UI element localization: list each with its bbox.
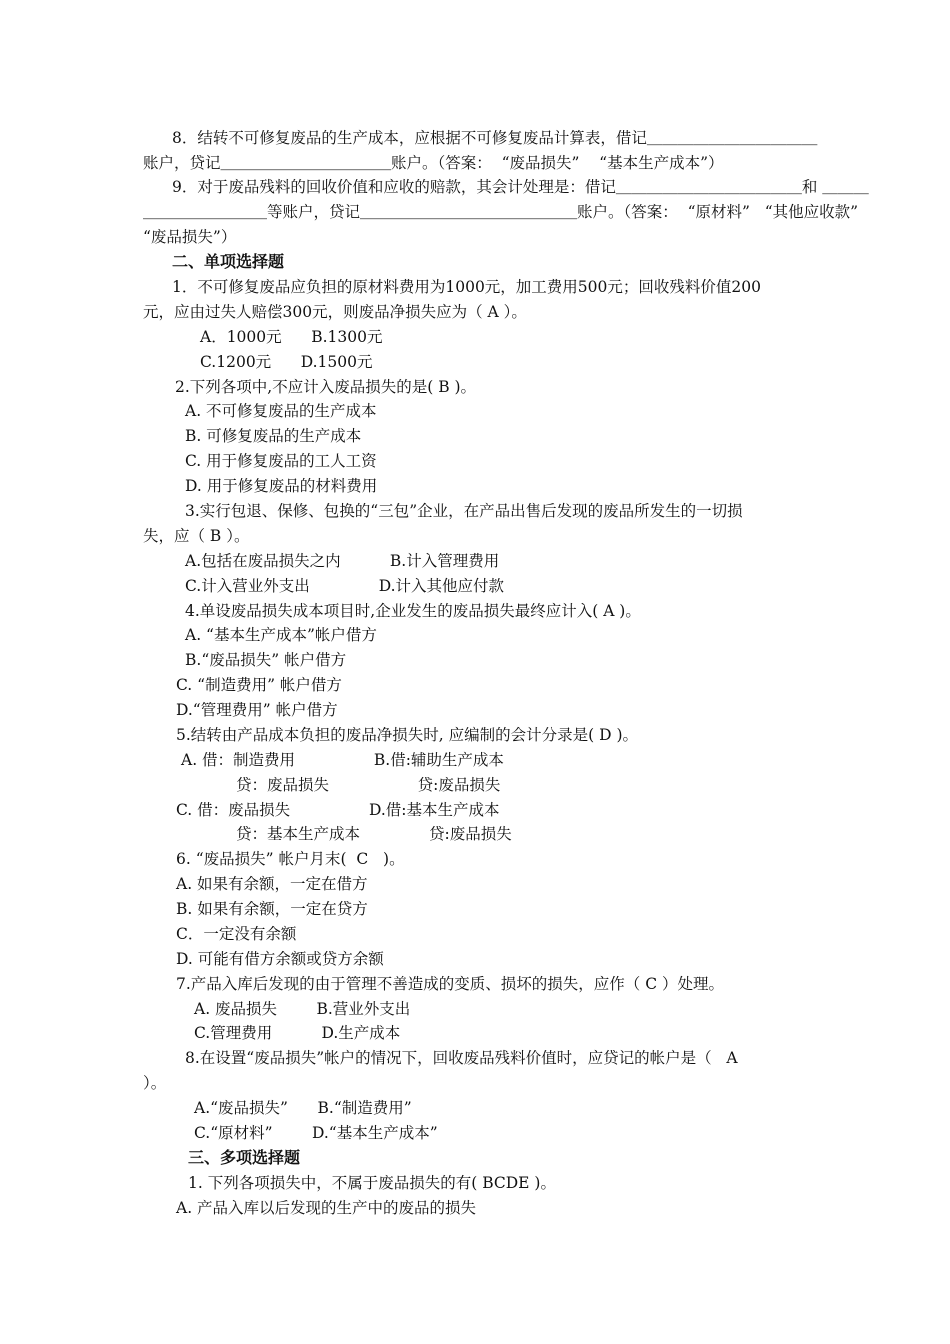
single-q7-options-ab: A. 废品损失 B.营业外支出 (194, 1000, 411, 1018)
multi-q1-option-a: A. 产品入库以后发现的生产中的废品的损失 (176, 1199, 477, 1217)
single-q4-option-d: D.“管理费用” 帐户借方 (176, 701, 338, 719)
single-q7-stem: 7.产品入库后发现的由于管理不善造成的变质、损坏的损失，应作（ C ）处理。 (176, 975, 725, 993)
single-q3-options-cd: C.计入营业外支出 D.计入其他应付款 (185, 577, 505, 595)
single-q2-stem: 2.下列各项中,不应计入废品损失的是( B )。 (175, 378, 477, 396)
single-q1-options-ab: A．1000元 B.1300元 (200, 328, 383, 346)
single-q1-options-cd: C.1200元 D.1500元 (200, 353, 373, 371)
single-q3-line2: 失，应（ B ）。 (143, 527, 250, 545)
single-q5-entries-ab-debit: A. 借：制造费用 B.借:辅助生产成本 (181, 751, 504, 769)
multi-q1-stem: 1. 下列各项损失中，不属于废品损失的有( BCDE )。 (188, 1174, 556, 1192)
single-q2-option-d: D. 用于修复废品的材料费用 (185, 477, 378, 495)
single-q2-option-b: B. 可修复废品的生产成本 (185, 427, 362, 445)
single-q7-options-cd: C.管理费用 D.生产成本 (194, 1024, 401, 1042)
single-q2-option-a: A. 不可修复废品的生产成本 (185, 402, 377, 420)
single-q6-option-d: D. 可能有借方余额或贷方余额 (176, 950, 384, 968)
single-q4-option-c: C. “制造费用” 帐户借方 (176, 676, 342, 694)
single-q3-line1: 3.实行包退、保修、包换的“三包”企业，在产品出售后发现的废品所发生的一切损 (185, 502, 743, 520)
single-q5-entries-cd-debit: C. 借：废品损失 D.借:基本生产成本 (176, 801, 500, 819)
single-q5-stem: 5.结转由产品成本负担的废品净损失时, 应编制的会计分录是( D )。 (176, 726, 639, 744)
single-q4-option-b: B.“废品损失” 帐户借方 (185, 651, 347, 669)
single-q8-options-cd: C.“原材料” D.“基本生产成本” (194, 1124, 438, 1142)
fill-blank-q9-line1: 9．对于废品残料的回收价值和应收的赔款，其会计处理是：借记＿＿＿＿＿＿＿＿＿＿＿＿和 ＿＿＿ (172, 178, 869, 196)
single-q8-line1: 8.在设置“废品损失”帐户的情况下，回收废品残料价值时，应贷记的帐户是（ A (185, 1049, 738, 1067)
fill-blank-q8-line1: 8．结转不可修复废品的生产成本，应根据不可修复废品计算表，借记＿＿＿＿＿＿＿＿＿＿＿ (172, 129, 818, 147)
section-heading-multi-choice: 三、多项选择题 (188, 1148, 301, 1167)
single-q6-option-b: B. 如果有余额，一定在贷方 (176, 900, 368, 918)
single-q1-line2: 元，应由过失人赔偿300元，则废品净损失应为（ A ）。 (143, 303, 527, 321)
single-q1-line1: 1．不可修复废品应负担的原材料费用为1000元，加工费用500元；回收残料价值200 (172, 278, 761, 296)
single-q3-options-ab: A.包括在废品损失之内 B.计入管理费用 (185, 552, 500, 570)
single-q8-options-ab: A.“废品损失” B.“制造费用” (194, 1099, 412, 1117)
fill-blank-q9-line2: ＿＿＿＿＿＿＿＿等账户，贷记＿＿＿＿＿＿＿＿＿＿＿＿＿＿账户。（答案： “原材料” “其他应收款” (143, 203, 859, 221)
single-q2-option-c: C. 用于修复废品的工人工资 (185, 452, 377, 470)
single-q4-option-a: A. “基本生产成本”帐户借方 (185, 626, 377, 644)
single-q6-stem: 6. “废品损失” 帐户月末( C )。 (176, 850, 405, 868)
fill-blank-q8-line2: 账户，贷记＿＿＿＿＿＿＿＿＿＿＿账户。（答案： “废品损失” “基本生产成本”） (143, 154, 724, 172)
fill-blank-q9-line3: “废品损失”） (143, 228, 237, 246)
section-heading-single-choice: 二、单项选择题 (172, 252, 285, 271)
single-q4-stem: 4.单设废品损失成本项目时,企业发生的废品损失最终应计入( A )。 (185, 602, 641, 620)
single-q6-option-a: A. 如果有余额，一定在借方 (176, 875, 368, 893)
single-q6-option-c: C．一定没有余额 (176, 925, 297, 943)
single-q5-entries-ab-credit: 贷：废品损失 贷:废品损失 (236, 776, 501, 794)
single-q8-line2: ）。 (143, 1074, 167, 1092)
single-q5-entries-cd-credit: 贷：基本生产成本 贷:废品损失 (236, 825, 512, 843)
